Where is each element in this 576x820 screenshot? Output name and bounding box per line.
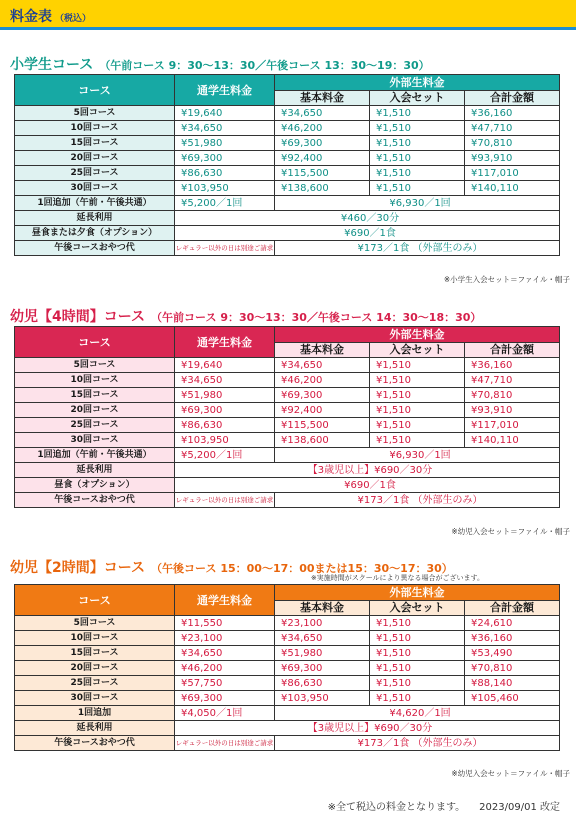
- basic-fee: ¥46,200: [275, 121, 370, 136]
- entry-fee: ¥1,510: [370, 676, 465, 691]
- extension-label: 延長利用: [15, 721, 175, 736]
- total-fee: ¥93,910: [465, 403, 560, 418]
- tax-note: ※全て税込の料金となります。: [327, 802, 466, 813]
- entry-fee: ¥1,510: [370, 151, 465, 166]
- section-title-main: 小学生コース: [10, 57, 94, 73]
- basic-fee: ¥92,400: [275, 151, 370, 166]
- entry-fee: ¥1,510: [370, 418, 465, 433]
- entry-fee: ¥1,510: [370, 661, 465, 676]
- table-row: [15, 676, 560, 691]
- extension-fee: 【3歳児以上】¥690／30分: [175, 721, 560, 736]
- section-footnote: ※小学生入会セット＝ファイル・帽子: [443, 275, 570, 284]
- table-row: [15, 463, 560, 478]
- total-fee: ¥47,710: [465, 373, 560, 388]
- course-label: 30回コース: [15, 433, 175, 448]
- col-header-external: 外部生料金: [275, 585, 560, 601]
- col-header-entry-set: 入会セット: [370, 342, 465, 358]
- total-fee: ¥105,460: [465, 691, 560, 706]
- table-row: [15, 721, 560, 736]
- basic-fee: ¥115,500: [275, 418, 370, 433]
- table-row: [15, 121, 560, 136]
- col-header-member-fee: 通学生料金: [175, 75, 275, 106]
- section-footnote: ※幼児入会セット＝ファイル・帽子: [451, 769, 570, 778]
- course-label: 5回コース: [15, 616, 175, 631]
- snack-note: レギュラー以外の日は別途ご請求: [175, 241, 275, 256]
- total-fee: ¥47,710: [465, 121, 560, 136]
- member-fee: ¥57,750: [175, 676, 275, 691]
- table-row: [15, 433, 560, 448]
- course-label: 25回コース: [15, 166, 175, 181]
- extension-label: 延長利用: [15, 463, 175, 478]
- course-label: 20回コース: [15, 661, 175, 676]
- col-header-course: コース: [15, 585, 175, 616]
- entry-fee: ¥1,510: [370, 166, 465, 181]
- section-title: [10, 54, 430, 74]
- table-row: [15, 403, 560, 418]
- total-fee: ¥117,010: [465, 166, 560, 181]
- entry-fee: ¥1,510: [370, 358, 465, 373]
- section-title-sub: （午前コース 9：30〜13：30／午後コース 13：30〜19：30）: [99, 59, 430, 72]
- total-fee: ¥70,810: [465, 661, 560, 676]
- basic-fee: ¥103,950: [275, 691, 370, 706]
- entry-fee: ¥1,510: [370, 646, 465, 661]
- basic-fee: ¥92,400: [275, 403, 370, 418]
- add-member-fee: ¥5,200／1回: [175, 448, 275, 463]
- total-fee: ¥36,160: [465, 106, 560, 121]
- member-fee: ¥103,950: [175, 181, 275, 196]
- time-note: ※実施時間がスクールにより異なる場合がございます。: [310, 574, 484, 582]
- snack-fee: ¥173／1食 （外部生のみ）: [275, 493, 560, 508]
- total-fee: ¥70,810: [465, 136, 560, 151]
- basic-fee: ¥34,650: [275, 631, 370, 646]
- entry-fee: ¥1,510: [370, 433, 465, 448]
- col-header-external: 外部生料金: [275, 75, 560, 91]
- table-row: [15, 691, 560, 706]
- table-row: [15, 373, 560, 388]
- page-header: [0, 0, 576, 30]
- member-fee: ¥34,650: [175, 646, 275, 661]
- section-title: [10, 306, 481, 326]
- entry-fee: ¥1,510: [370, 121, 465, 136]
- course-label: 20回コース: [15, 403, 175, 418]
- course-label: 15回コース: [15, 388, 175, 403]
- table-row: [15, 631, 560, 646]
- bottom-note: [314, 798, 560, 813]
- col-header-basic: 基本料金: [275, 90, 370, 106]
- entry-fee: ¥1,510: [370, 631, 465, 646]
- course-label: 20回コース: [15, 151, 175, 166]
- add-external-fee: ¥6,930／1回: [275, 448, 560, 463]
- course-label: 15回コース: [15, 646, 175, 661]
- snack-note: レギュラー以外の日は別途ご請求: [175, 736, 275, 751]
- total-fee: ¥36,160: [465, 631, 560, 646]
- basic-fee: ¥138,600: [275, 433, 370, 448]
- total-fee: ¥53,490: [465, 646, 560, 661]
- table-row: [15, 493, 560, 508]
- section-title-sub: （午前コース 9：30〜13：30／午後コース 14：30〜18：30）: [151, 311, 482, 324]
- col-header-member-fee: 通学生料金: [175, 327, 275, 358]
- meal-fee: ¥690／1食: [175, 478, 560, 493]
- snack-fee: ¥173／1食 （外部生のみ）: [275, 736, 560, 751]
- basic-fee: ¥34,650: [275, 106, 370, 121]
- basic-fee: ¥138,600: [275, 181, 370, 196]
- col-header-entry-set: 入会セット: [370, 600, 465, 616]
- entry-fee: ¥1,510: [370, 373, 465, 388]
- basic-fee: ¥69,300: [275, 388, 370, 403]
- course-label: 25回コース: [15, 676, 175, 691]
- col-header-total: 合計金額: [465, 90, 560, 106]
- table-row: [15, 736, 560, 751]
- col-header-course: コース: [15, 327, 175, 358]
- total-fee: ¥88,140: [465, 676, 560, 691]
- table-row: [15, 106, 560, 121]
- col-header-basic: 基本料金: [275, 600, 370, 616]
- table-row: [15, 241, 560, 256]
- add-member-fee: ¥4,050／1回: [175, 706, 275, 721]
- total-fee: ¥24,610: [465, 616, 560, 631]
- meal-label: 昼食（オプション）: [15, 478, 175, 493]
- member-fee: ¥86,630: [175, 418, 275, 433]
- add-label: 1回追加（午前・午後共通）: [15, 448, 175, 463]
- total-fee: ¥93,910: [465, 151, 560, 166]
- table-row: [15, 358, 560, 373]
- extension-label: 延長利用: [15, 211, 175, 226]
- table-row: [15, 166, 560, 181]
- table-row: [15, 196, 560, 211]
- meal-fee: ¥690／1食: [175, 226, 560, 241]
- table-row: [15, 478, 560, 493]
- member-fee: ¥69,300: [175, 691, 275, 706]
- price-table: [14, 326, 560, 508]
- course-label: 30回コース: [15, 181, 175, 196]
- col-header-member-fee: 通学生料金: [175, 585, 275, 616]
- table-row: [15, 211, 560, 226]
- add-external-fee: ¥4,620／1回: [275, 706, 560, 721]
- entry-fee: ¥1,510: [370, 691, 465, 706]
- price-table: [14, 74, 560, 256]
- table-row: [15, 646, 560, 661]
- table-row: [15, 661, 560, 676]
- snack-note: レギュラー以外の日は別途ご請求: [175, 493, 275, 508]
- add-label: 1回追加: [15, 706, 175, 721]
- table-row: [15, 448, 560, 463]
- course-label: 10回コース: [15, 121, 175, 136]
- member-fee: ¥69,300: [175, 403, 275, 418]
- member-fee: ¥11,550: [175, 616, 275, 631]
- snack-label: 午後コースおやつ代: [15, 493, 175, 508]
- col-header-course: コース: [15, 75, 175, 106]
- member-fee: ¥46,200: [175, 661, 275, 676]
- col-header-external: 外部生料金: [275, 327, 560, 343]
- course-label: 5回コース: [15, 106, 175, 121]
- member-fee: ¥51,980: [175, 136, 275, 151]
- member-fee: ¥86,630: [175, 166, 275, 181]
- entry-fee: ¥1,510: [370, 616, 465, 631]
- section-title-main: 幼児【4時間】コース: [10, 309, 146, 325]
- entry-fee: ¥1,510: [370, 388, 465, 403]
- table-row: [15, 136, 560, 151]
- course-label: 25回コース: [15, 418, 175, 433]
- col-header-total: 合計金額: [465, 600, 560, 616]
- price-table: [14, 584, 560, 751]
- basic-fee: ¥69,300: [275, 136, 370, 151]
- member-fee: ¥34,650: [175, 121, 275, 136]
- snack-label: 午後コースおやつ代: [15, 241, 175, 256]
- member-fee: ¥19,640: [175, 358, 275, 373]
- revision-date: 2023/09/01 改定: [479, 802, 560, 813]
- section-title-sub: （午後コース 15：00〜17：00または15：30〜17：30）: [151, 562, 453, 575]
- basic-fee: ¥115,500: [275, 166, 370, 181]
- tax-label: （税込）: [55, 14, 92, 24]
- basic-fee: ¥51,980: [275, 646, 370, 661]
- course-label: 10回コース: [15, 373, 175, 388]
- total-fee: ¥117,010: [465, 418, 560, 433]
- entry-fee: ¥1,510: [370, 106, 465, 121]
- member-fee: ¥69,300: [175, 151, 275, 166]
- col-header-total: 合計金額: [465, 342, 560, 358]
- course-label: 15回コース: [15, 136, 175, 151]
- basic-fee: ¥34,650: [275, 358, 370, 373]
- add-member-fee: ¥5,200／1回: [175, 196, 275, 211]
- entry-fee: ¥1,510: [370, 403, 465, 418]
- total-fee: ¥140,110: [465, 433, 560, 448]
- section-footnote: ※幼児入会セット＝ファイル・帽子: [451, 527, 570, 536]
- table-row: [15, 151, 560, 166]
- basic-fee: ¥69,300: [275, 661, 370, 676]
- table-row: [15, 226, 560, 241]
- extension-fee: 【3歳児以上】¥690／30分: [175, 463, 560, 478]
- total-fee: ¥140,110: [465, 181, 560, 196]
- section-title-main: 幼児【2時間】コース: [10, 560, 146, 576]
- course-label: 30回コース: [15, 691, 175, 706]
- course-label: 5回コース: [15, 358, 175, 373]
- snack-label: 午後コースおやつ代: [15, 736, 175, 751]
- add-label: 1回追加（午前・午後共通）: [15, 196, 175, 211]
- member-fee: ¥51,980: [175, 388, 275, 403]
- member-fee: ¥19,640: [175, 106, 275, 121]
- table-row: [15, 706, 560, 721]
- table-row: [15, 181, 560, 196]
- add-external-fee: ¥6,930／1回: [275, 196, 560, 211]
- entry-fee: ¥1,510: [370, 181, 465, 196]
- table-row: [15, 418, 560, 433]
- basic-fee: ¥46,200: [275, 373, 370, 388]
- entry-fee: ¥1,510: [370, 136, 465, 151]
- basic-fee: ¥23,100: [275, 616, 370, 631]
- member-fee: ¥103,950: [175, 433, 275, 448]
- page-title-text: 料金表: [10, 9, 52, 25]
- snack-fee: ¥173／1食 （外部生のみ）: [275, 241, 560, 256]
- meal-label: 昼食または夕食（オプション）: [15, 226, 175, 241]
- total-fee: ¥70,810: [465, 388, 560, 403]
- course-label: 10回コース: [15, 631, 175, 646]
- member-fee: ¥34,650: [175, 373, 275, 388]
- basic-fee: ¥86,630: [275, 676, 370, 691]
- extension-fee: ¥460／30分: [175, 211, 560, 226]
- member-fee: ¥23,100: [175, 631, 275, 646]
- page-title: [10, 6, 91, 26]
- table-row: [15, 616, 560, 631]
- total-fee: ¥36,160: [465, 358, 560, 373]
- col-header-entry-set: 入会セット: [370, 90, 465, 106]
- col-header-basic: 基本料金: [275, 342, 370, 358]
- table-row: [15, 388, 560, 403]
